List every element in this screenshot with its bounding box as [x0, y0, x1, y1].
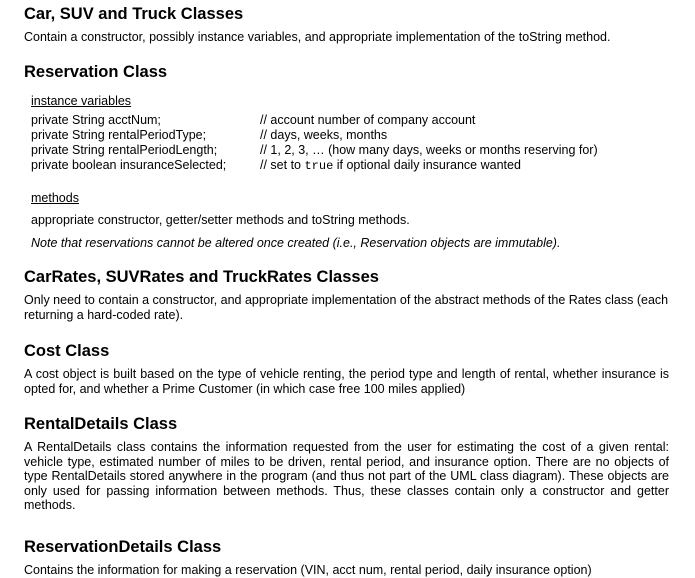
variable-comment	[260, 158, 521, 174]
car-description: Contain a constructor, possibly instance variables, and appropriate implementation of the toString method.	[24, 30, 611, 44]
heading-cost: Cost Class	[24, 342, 110, 360]
comment-text: if optional daily insurance wanted	[333, 158, 521, 172]
cost-description: A cost object is built based on the type of vehicle renting, the period type and length of rental, whether insurance is opted for, and whether a Prime Customer (in which case free 100 miles applied)	[24, 367, 669, 396]
variable-decl: private String rentalPeriodType;	[31, 128, 207, 142]
variable-decl: private String acctNum;	[31, 113, 161, 127]
methods-description: appropriate constructor, getter/setter methods and toString methods.	[31, 213, 410, 227]
carrates-description: Only need to contain a constructor, and appropriate implementation of the abstract methods of the Rates class (each returning a hard-coded rate).	[24, 293, 669, 322]
rentaldetails-description: A RentalDetails class contains the information requested from the user for estimating the cost of a given rental: vehicle type, estimated number of miles to be driven, rental period, and insurance option. There are no objects of type RentalDetails stored anywhere in the program (and thus not part of the UML class diagram). These objects are only used for passing information between methods. Thus, these classes contain only a constructor and getter methods.	[24, 440, 669, 512]
comment-text: // set to	[260, 158, 305, 172]
heading-rentaldetails: RentalDetails Class	[24, 415, 178, 433]
variable-comment: // account number of company account	[260, 113, 476, 127]
immutability-note: Note that reservations cannot be altered once created (i.e., Reservation objects are immutable).	[31, 236, 561, 250]
heading-reservation: Reservation Class	[24, 63, 168, 81]
variable-comment: // 1, 2, 3, … (how many days, weeks or months reserving for)	[260, 143, 598, 157]
variable-decl: private String rentalPeriodLength;	[31, 143, 218, 157]
instance-variables-label: instance variables	[31, 94, 132, 108]
variable-comment: // days, weeks, months	[260, 128, 388, 142]
heading-carrates: CarRates, SUVRates and TruckRates Classes	[24, 268, 379, 286]
methods-label: methods	[31, 191, 79, 205]
reservationdetails-description: Contains the information for making a reservation (VIN, acct num, rental period, daily insurance option)	[24, 563, 592, 577]
variable-decl: private boolean insuranceSelected;	[31, 158, 227, 172]
heading-car-suv-truck: Car, SUV and Truck Classes	[24, 5, 244, 23]
heading-reservationdetails: ReservationDetails Class	[24, 538, 222, 556]
code-literal-true: true	[304, 159, 334, 173]
